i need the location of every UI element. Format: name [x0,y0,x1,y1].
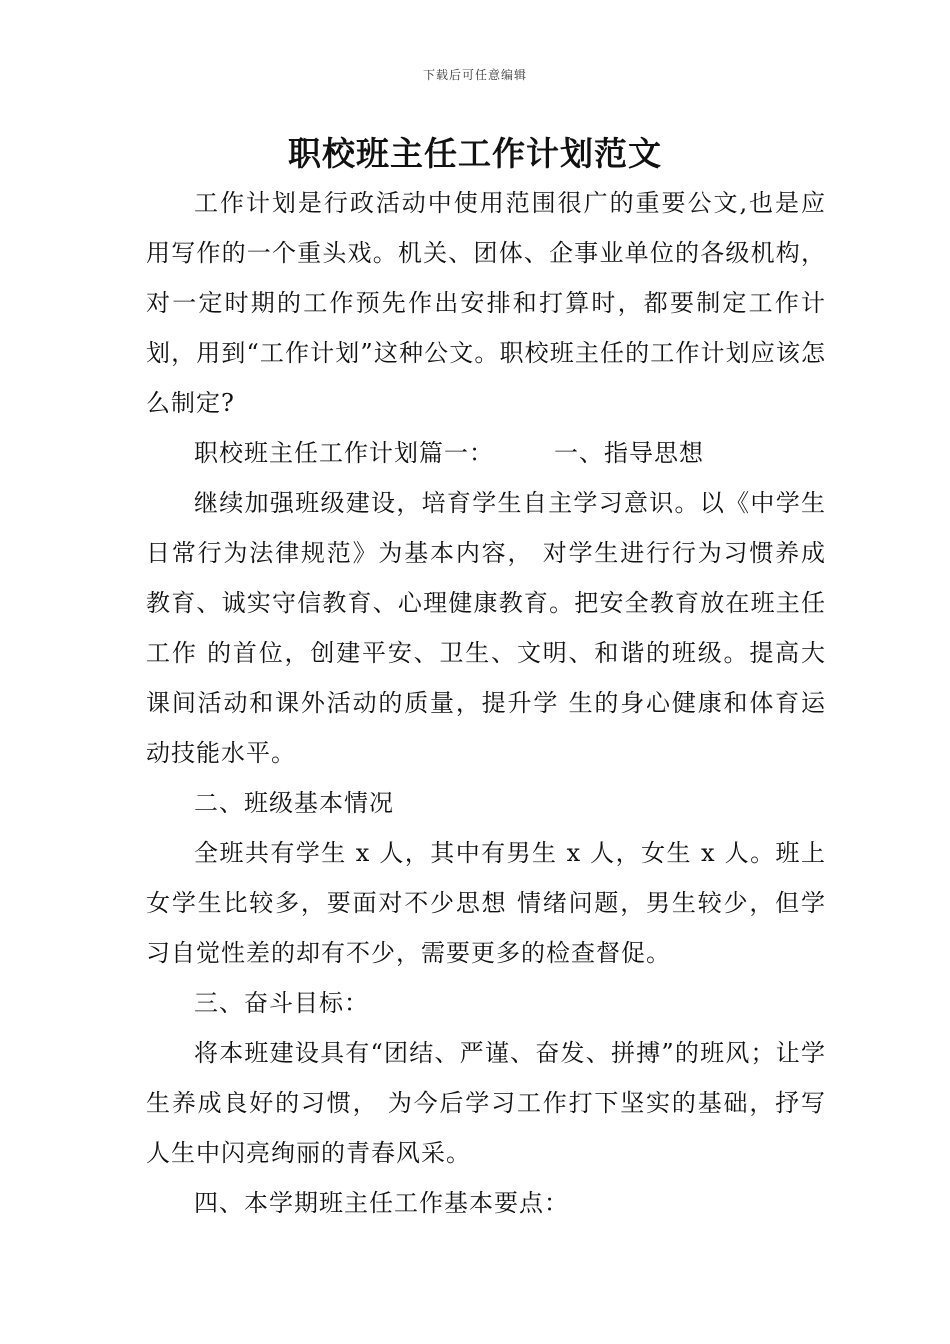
section-line-one [146,428,826,478]
class-situation-paragraph: 全班共有学生 x 人，其中有男生 x 人，女生 x 人。班上女学生比较多，要面对不少思想 情绪问题，男生较少，但学习自觉性差的却有不少，需要更多的检查督促。 [146,839,826,967]
key-points-heading: 四、本学期班主任工作基本要点： [194,1189,569,1217]
class-situation-heading: 二、班级基本情况 [194,789,394,817]
article-heading: 职校班主任工作计划篇一： [194,439,494,467]
document-title: 职校班主任工作计划范文 [288,134,662,173]
goals-paragraph: 将本班建设具有“团结、严谨、奋发、拼搏”的班风；让学生养成良好的习惯， 为今后学习工作打下坚实的基础，抒写人生中闪亮绚丽的青春风采。 [146,1039,826,1167]
goals-heading: 三、奋斗目标： [194,989,369,1017]
guiding-thought-paragraph: 继续加强班级建设，培育学生自主学习意识。以《中学生日常行为法律规范》为基本内容， 对学生进行行为习惯养成教育、诚实守信教育、心理健康教育。把安全教育放在班主任工作 的首位，创建平安、卫生、文明、和谐的班级。提高大课间活动和课外活动的质量，提升学 生的身心健康和体育运动技能水平。 [146,489,826,767]
guiding-thought-heading: 一、指导思想 [554,439,704,467]
document-body [146,178,826,1228]
header-note: 下载后可任意编辑 [422,68,527,82]
intro-paragraph: 工作计划是行政活动中使用范围很广的重要公文,也是应用写作的一个重头戏。机关、团体、企事业单位的各级机构，对一定时期的工作预先作出安排和打算时，都要制定工作计划，用到“工作计划”这种公文。职校班主任的工作计划应该怎么制定? [146,189,826,417]
